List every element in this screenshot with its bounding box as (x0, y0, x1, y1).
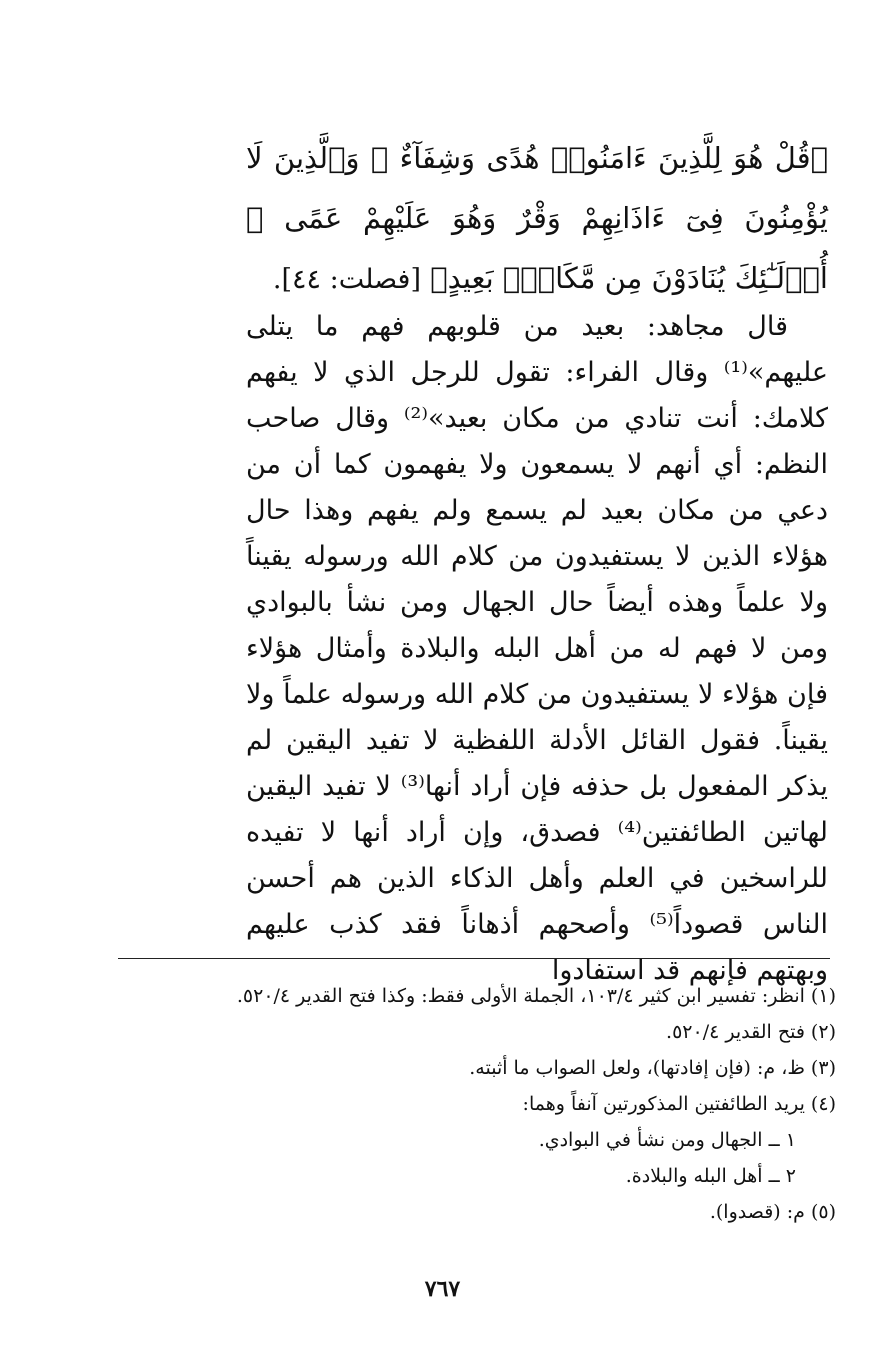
footnote-3: (٣) ظ، م: (فإن إفادتها)، ولعل الصواب ما أثبته. (469, 1057, 836, 1079)
footnote-4-item-1: ١ ــ الجهال ومن نشأ في البوادي. (538, 1129, 796, 1151)
footnote-1: (١) انظر: تفسير ابن كثير ١٠٣/٤، الجملة الأولى فقط: وكذا فتح القدير ٥٢٠/٤. (236, 985, 836, 1007)
quran-verse-reference: [فصلت: ٤٤]. (272, 264, 421, 295)
footnote-5: (٥) م: (قصدوا). (709, 1201, 836, 1223)
footnote-4-item-2: ٢ ــ أهل البله والبلادة. (625, 1165, 796, 1187)
footnotes-list (120, 978, 836, 1230)
quran-verse-text: ﴿قُلْ هُوَ لِلَّذِينَ ءَامَنُوا۟ هُدًى وَشِفَآءٌ ۖ وَٱلَّذِينَ لَا يُؤْمِنُونَ فِىٓ ءَاذَانِهِمْ وَقْرٌ وَهُوَ عَلَيْهِمْ عَمًى ۚ أُو۟لَـٰٓئِكَ يُنَادَوْنَ مِن مَّكَانٍۭ بَعِيدٍ﴾ (246, 141, 828, 295)
footnote-4: (٤) يريد الطائفتين المذكورتين آنفاً وهما: (522, 1093, 836, 1115)
quran-verse-block (246, 128, 828, 310)
page-number: ٧٦٧ (424, 1276, 461, 1302)
footnote-separator (118, 958, 830, 959)
body-paragraph: قال مجاهد: بعيد من قلوبهم فهم ما يتلى عليهم»⁽¹⁾ وقال الفراء: تقول للرجل الذي لا يفهم كلامك: أنت تنادي من مكان بعيد»⁽²⁾ وقال صاحب النظم: أي أنهم لا يسمعون ولا يفهمون كما أن من دعي من مكان بعيد لم يسمع ولم يفهم وهذا حال هؤلاء الذين لا يستفيدون من كلام الله ورسوله يقيناً ولا علماً وهذه أيضاً حال الجهال ومن نشأ بالبوادي ومن لا فهم له من أهل البله والبلادة وأمثال هؤلاء فإن هؤلاء لا يستفيدون من كلام الله ورسوله علماً ولا يقيناً. فقول القائل الأدلة اللفظية لا تفيد اليقين لم يذكر المفعول بل حذفه فإن أراد أنها⁽³⁾ لا تفيد اليقين لهاتين الطائفتين⁽⁴⁾ فصدق، وإن أراد أنها لا تفيده للراسخين في العلم وأهل الذكاء الذين هم أحسن الناس قصوداً⁽⁵⁾ وأصحهم أذهاناً فقد كذب عليهم وبهتهم فإنهم قد استفادوا (246, 311, 828, 986)
main-text (246, 304, 828, 994)
footnote-2: (٢) فتح القدير ٥٢٠/٤. (666, 1021, 836, 1043)
